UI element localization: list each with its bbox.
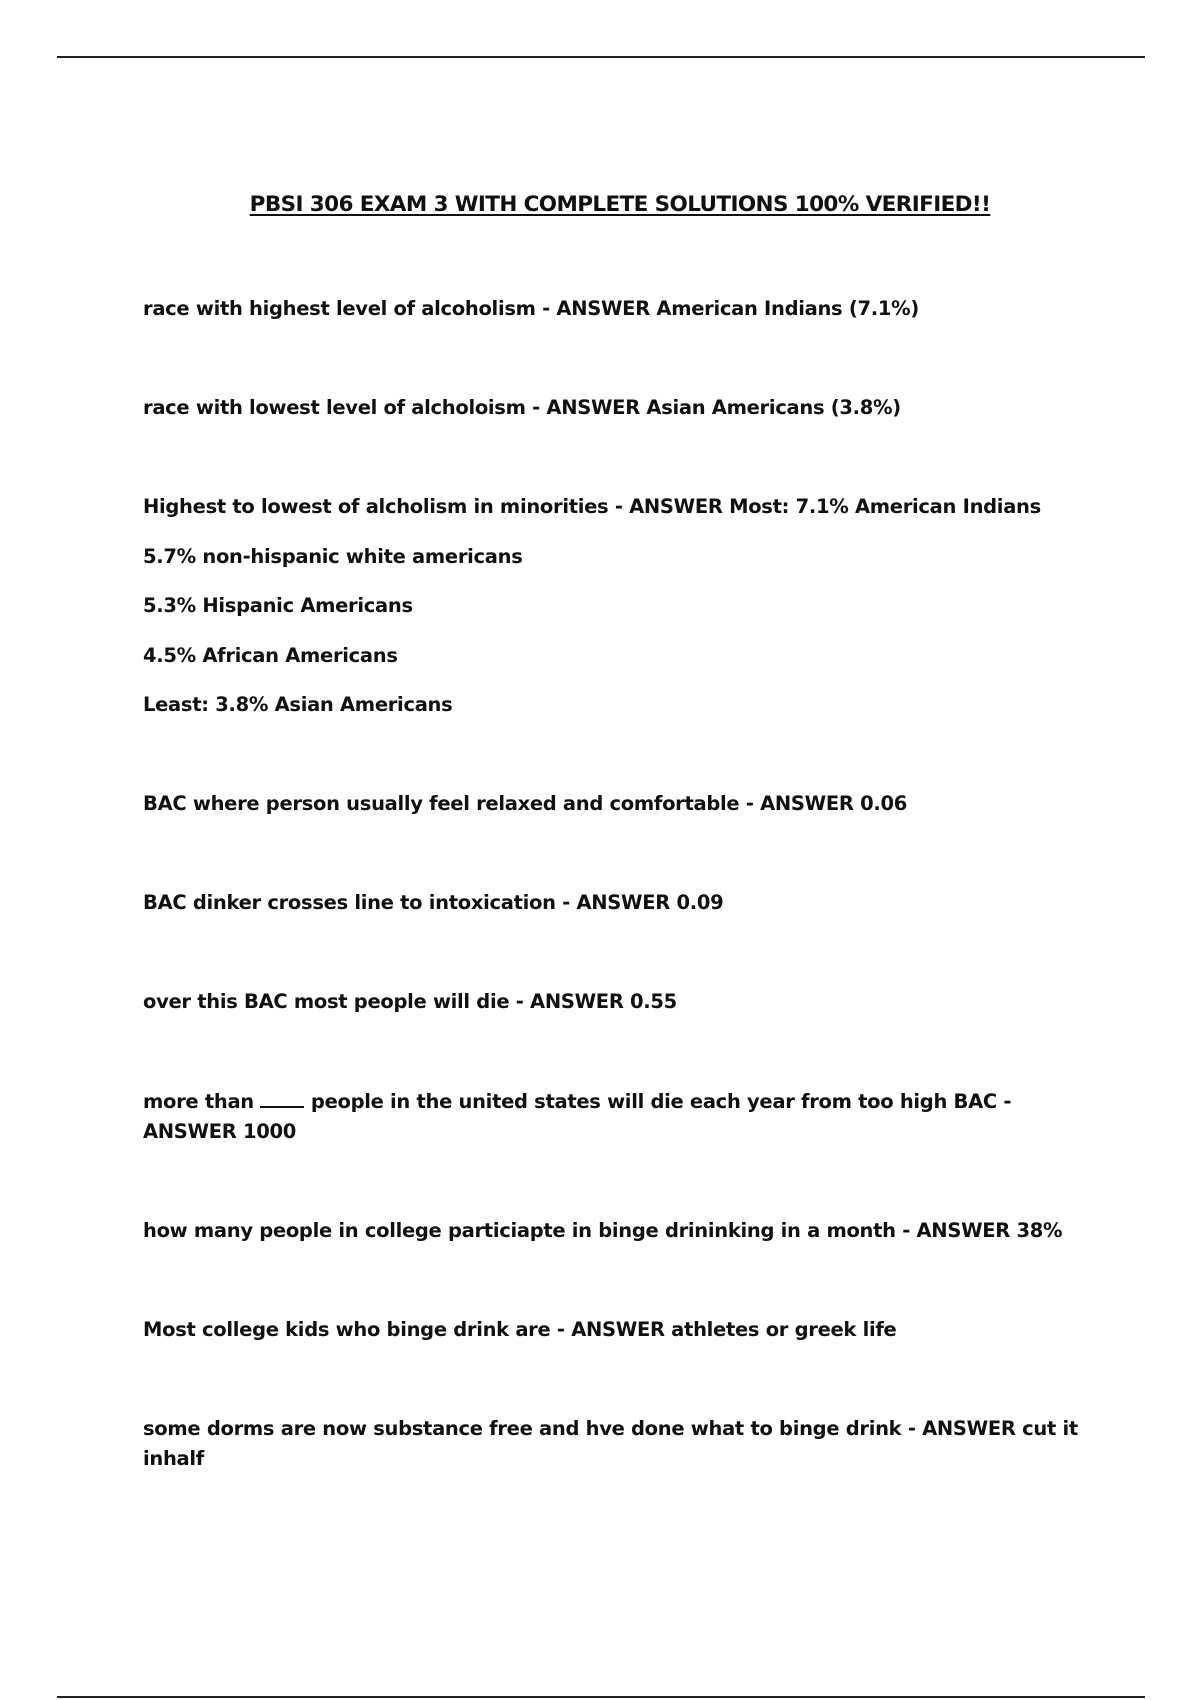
qa-text: some dorms are now substance free and hve done what to binge drink - ANSWER cut it inhalf <box>143 1417 1078 1470</box>
qa-list-line: 5.7% non-hispanic white americans <box>143 544 523 568</box>
qa-item <box>143 1216 1083 1246</box>
qa-list <box>143 294 1083 1543</box>
qa-text: BAC where person usually feel relaxed and comfortable - ANSWER 0.06 <box>143 792 908 815</box>
qa-item <box>143 888 1083 918</box>
qa-text: Highest to lowest of alcholism in minorities - ANSWER Most: 7.1% American Indians <box>143 495 1041 518</box>
qa-text-after-blank: people in the united states will die each year from too high BAC - ANSWER 1000 <box>143 1090 1012 1143</box>
fill-in-blank <box>260 1086 304 1108</box>
qa-text: how many people in college particiapte in binge drininking in a month - ANSWER 38% <box>143 1219 1063 1242</box>
qa-item-ranked-list <box>143 492 1083 720</box>
qa-text: race with lowest level of alcholoism - ANSWER Asian Americans (3.8%) <box>143 396 901 419</box>
qa-item <box>143 789 1083 819</box>
qa-item <box>143 1414 1083 1474</box>
footer-rule <box>57 1696 1145 1698</box>
qa-text-before-blank: more than <box>143 1090 254 1113</box>
qa-list-line: 4.5% African Americans <box>143 643 398 667</box>
document-title: PBSI 306 EXAM 3 WITH COMPLETE SOLUTIONS 100% VERIFIED!! <box>249 192 991 217</box>
qa-text: Most college kids who binge drink are - ANSWER athletes or greek life <box>143 1318 897 1341</box>
qa-item-fill-blank <box>143 1086 1083 1147</box>
qa-list-line: Least: 3.8% Asian Americans <box>143 693 453 716</box>
qa-text: BAC dinker crosses line to intoxication - ANSWER 0.09 <box>143 891 724 914</box>
qa-text <box>143 1086 1083 1147</box>
qa-item <box>143 294 1083 324</box>
qa-item <box>143 987 1083 1017</box>
qa-list-line: 5.3% Hispanic Americans <box>143 594 413 617</box>
qa-text: race with highest level of alcoholism - ANSWER American Indians (7.1%) <box>143 297 919 320</box>
header-rule <box>57 56 1145 58</box>
qa-text: over this BAC most people will die - ANSWER 0.55 <box>143 990 677 1013</box>
qa-item <box>143 1315 1083 1345</box>
qa-item <box>143 393 1083 423</box>
